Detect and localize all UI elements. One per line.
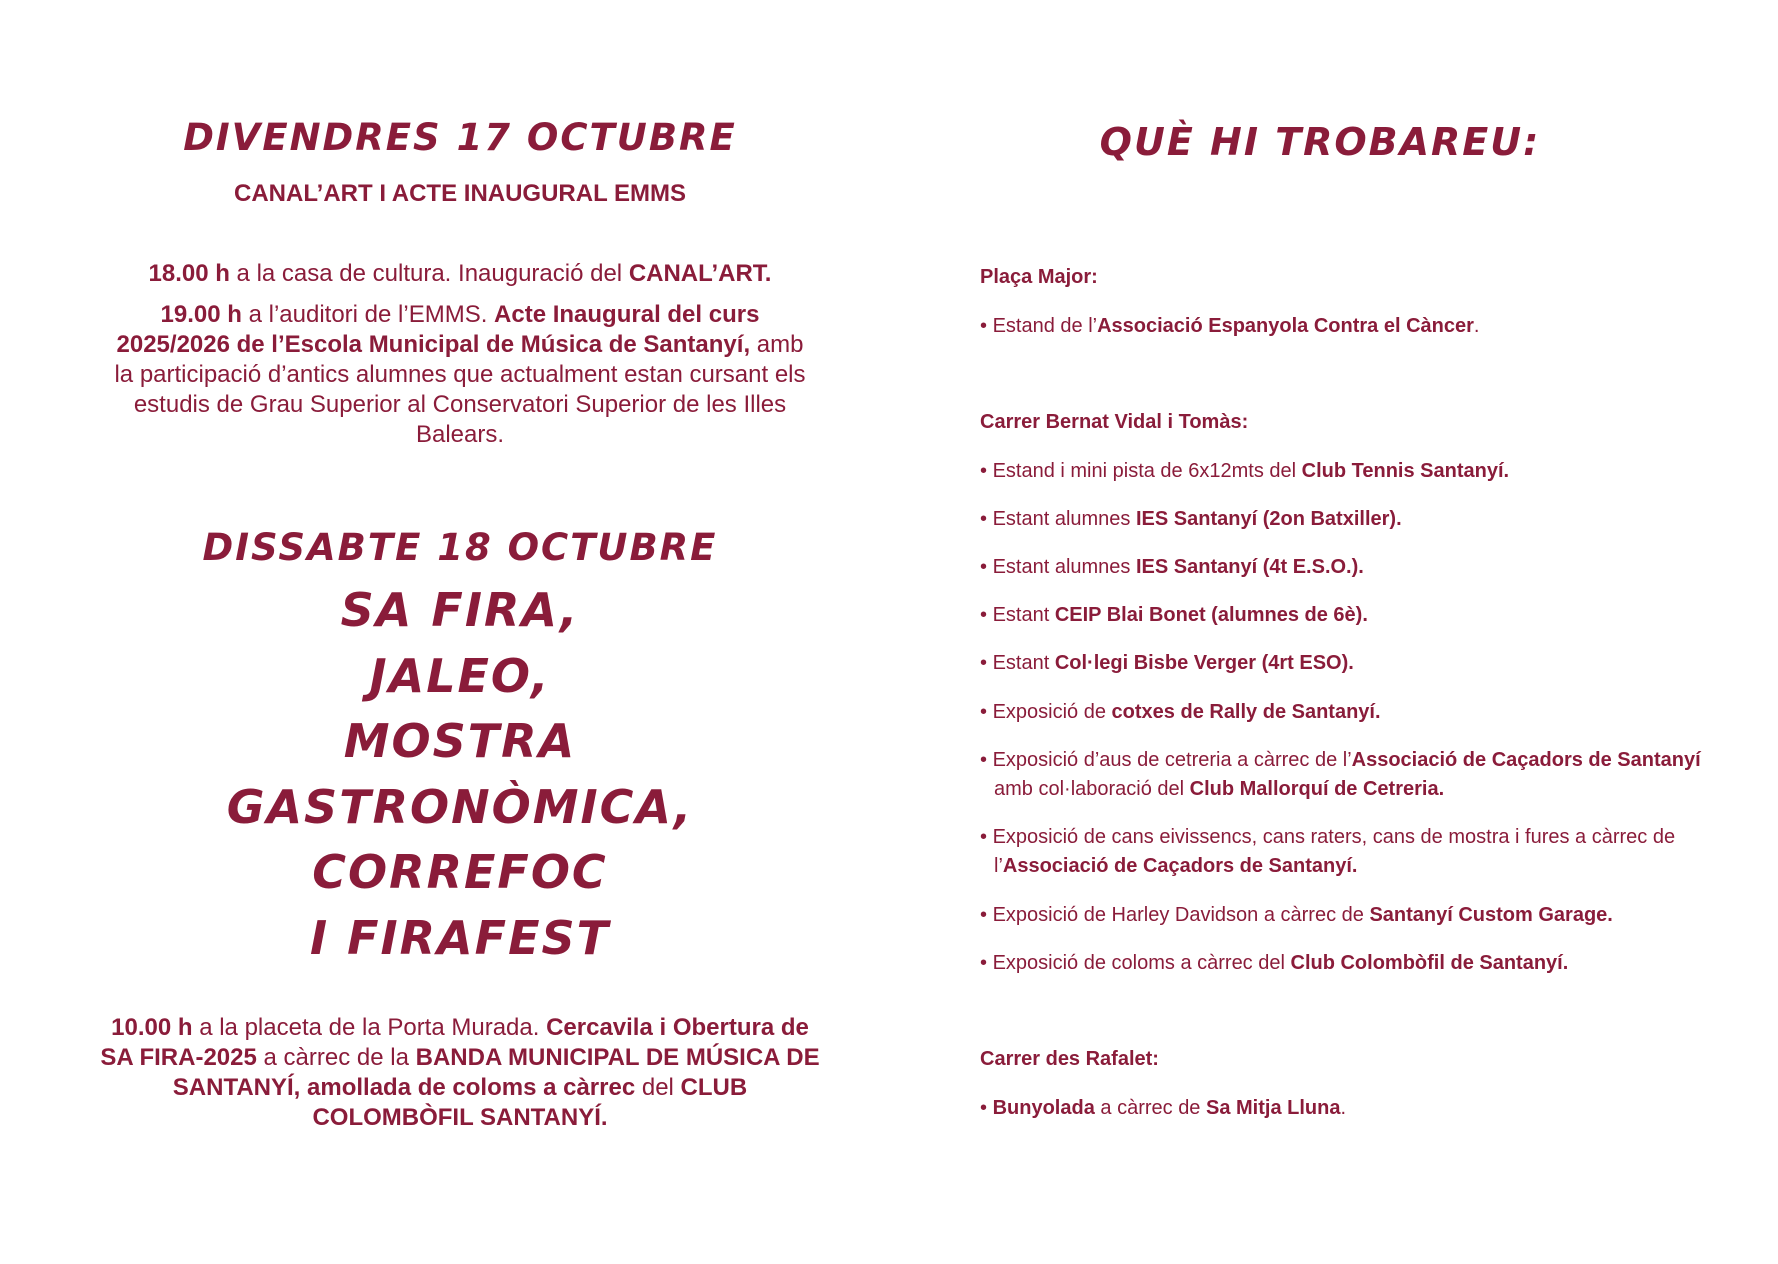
list-item	[980, 1094, 1714, 1123]
item-text: Estant	[992, 604, 1055, 626]
item-text: Estant alumnes	[992, 508, 1136, 530]
headline-line-4: GASTRONÒMICA,	[226, 779, 694, 834]
item-text: Exposició de coloms a càrrec del	[992, 952, 1291, 974]
day1-event1	[100, 259, 820, 289]
event-highlight: CANAL’ART.	[628, 260, 772, 287]
bullet-icon: •	[980, 652, 988, 674]
item-highlight: Sa Mitja Lluna	[1206, 1097, 1341, 1119]
item-highlight: Santanyí Custom Garage.	[1369, 904, 1613, 926]
item-highlight: Associació de Caçadors de Santanyí	[1351, 749, 1701, 771]
item-text: a càrrec de	[1094, 1097, 1206, 1119]
item-text: Exposició de cans eivissencs, cans raters, cans de mostra i fures a càrrec de l’	[992, 826, 1676, 877]
item-highlight: cotxes de Rally de Santanyí.	[1111, 701, 1381, 723]
item-text: .	[1340, 1097, 1347, 1119]
bullet-icon: •	[980, 749, 988, 771]
list-item	[980, 746, 1714, 804]
day1-event2	[110, 300, 810, 450]
event-text: a la casa de cultura. Inauguració del	[229, 260, 629, 287]
bullet-icon: •	[980, 556, 988, 578]
event-text: a càrrec de la	[256, 1044, 416, 1071]
headline-line-1: SA FIRA,	[340, 583, 580, 637]
event-highlight: BANDA MUNICIPAL DE MÚSICA DE SANTANYÍ, amollada de coloms a càrrec	[172, 1044, 820, 1101]
list-item	[980, 601, 1714, 630]
item-text: Estand de l’	[992, 315, 1098, 337]
list-item	[980, 823, 1714, 881]
day2-headline	[100, 578, 820, 971]
bullet-icon: •	[980, 460, 988, 482]
event-time: 10.00 h	[111, 1014, 193, 1041]
list-item	[980, 553, 1714, 582]
bullet-icon: •	[980, 826, 988, 848]
item-highlight: Associació de Caçadors de Santanyí.	[1002, 855, 1358, 877]
item-text: Estand i mini pista de 6x12mts del	[992, 460, 1302, 482]
day1-subtitle: CANAL’ART I ACTE INAUGURAL EMMS	[234, 180, 686, 207]
item-highlight: IES Santanyí (4t E.S.O.).	[1136, 556, 1364, 578]
item-text: amb col·laboració del	[994, 778, 1190, 800]
bullet-icon: •	[980, 1097, 988, 1119]
section-heading: Plaça Major:	[980, 266, 1098, 288]
right-title: QUÈ HI TROBAREU:	[1099, 120, 1541, 164]
item-highlight: Club Colombòfil de Santanyí.	[1290, 952, 1569, 974]
event-time: 19.00 h	[160, 301, 242, 328]
day2-title: DISSABTE 18 OCTUBRE	[202, 526, 718, 569]
event-highlight: Cercavila i Obertura de SA FIRA-2025	[100, 1014, 809, 1071]
section-heading: Carrer des Rafalet:	[980, 1048, 1159, 1070]
item-highlight: Bunyolada	[992, 1097, 1095, 1119]
list-item	[980, 457, 1714, 486]
event-highlight: Acte Inaugural del curs 2025/2026 de l’Escola Municipal de Música de Santanyí,	[116, 301, 760, 358]
list-item	[980, 505, 1714, 534]
item-highlight: Col·legi Bisbe Verger (4rt ESO).	[1054, 652, 1354, 674]
event-text: a la placeta de la Porta Murada.	[192, 1014, 547, 1041]
headline-line-5: CORREFOC	[312, 845, 608, 899]
bullet-icon: •	[980, 604, 988, 626]
item-text: Estant alumnes	[992, 556, 1136, 578]
item-highlight: IES Santanyí (2on Batxiller).	[1136, 508, 1402, 530]
list-item	[980, 649, 1714, 678]
section-heading: Carrer Bernat Vidal i Tomàs:	[980, 411, 1249, 433]
headline-line-6: I FIRAFEST	[309, 910, 611, 965]
bullet-icon: •	[980, 952, 988, 974]
list-item	[980, 698, 1714, 727]
item-highlight: CEIP Blai Bonet (alumnes de 6è).	[1054, 604, 1368, 626]
event-text: del	[635, 1074, 681, 1101]
bullet-icon: •	[980, 508, 988, 530]
headline-line-2: JALEO,	[369, 648, 551, 703]
day2-event1	[100, 1013, 820, 1133]
list-item	[980, 901, 1714, 930]
headline-line-3: MOSTRA	[343, 714, 577, 768]
event-time: 18.00 h	[148, 260, 230, 287]
item-text: Exposició d’aus de cetreria a càrrec de l’	[992, 749, 1352, 771]
item-highlight: Associació Espanyola Contra el Càncer	[1097, 315, 1474, 337]
item-text: .	[1473, 315, 1480, 337]
list-item	[980, 312, 1714, 341]
item-text: Estant	[992, 652, 1055, 674]
bullet-icon: •	[980, 701, 988, 723]
event-text: amb la participació d’antics alumnes que actualment estan cursant els estudis de Grau Superior al Conservatori Superior de les Illes Balears.	[114, 331, 806, 448]
list-item	[980, 949, 1714, 978]
item-highlight: Club Tennis Santanyí.	[1301, 460, 1510, 482]
bullet-icon: •	[980, 904, 988, 926]
event-text: a l’auditori de l’EMMS.	[241, 301, 495, 328]
day1-title: DIVENDRES 17 OCTUBRE	[183, 116, 737, 159]
event-highlight: CLUB COLOMBÒFIL SANTANYÍ.	[312, 1074, 748, 1131]
bullet-icon: •	[980, 315, 988, 337]
item-highlight: Club Mallorquí de Cetreria.	[1189, 778, 1445, 800]
item-text: Exposició de	[992, 701, 1112, 723]
item-text: Exposició de Harley Davidson a càrrec de	[992, 904, 1370, 926]
